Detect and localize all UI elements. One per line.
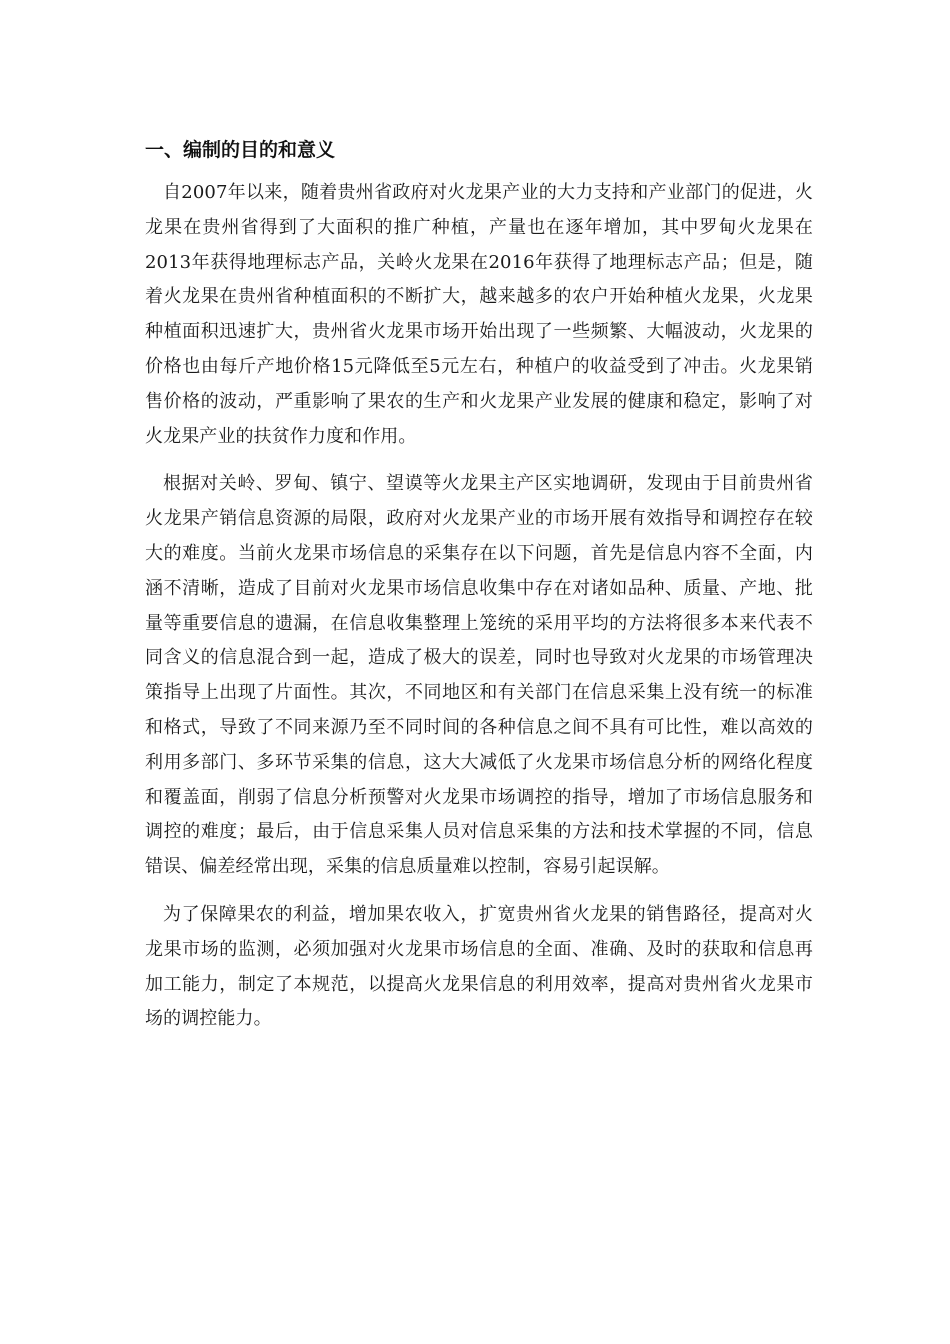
paragraph-problems: 根据对关岭、罗甸、镇宁、望谟等火龙果主产区实地调研，发现由于目前贵州省火龙果产销信息资源的局限，政府对火龙果产业的市场开展有效指导和调控存在较大的难度。当前火龙果市场信息的采集存在以下问题，首先是信息内容不全面，内涵不清晰，造成了目前对火龙果市场信息收集中存在对诸如品种、质量、产地、批量等重要信息的遗漏，在信息收集整理上笼统的采用平均的方法将很多本来代表不同含义的信息混合到一起，造成了极大的误差，同时也导致对火龙果的市场管理决策指导上出现了片面性。其次，不同地区和有关部门在信息采集上没有统一的标准和格式，导致了不同来源乃至不同时间的各种信息之间不具有可比性，难以高效的利用多部门、多环节采集的信息，这大大减低了火龙果市场信息分析的网络化程度和覆盖面，削弱了信息分析预警对火龙果市场调控的指导，增加了市场信息服务和调控的难度；最后，由于信息采集人员对信息采集的方法和技术掌握的不同，信息错误、偏差经常出现，采集的信息质量难以控制，容易引起误解。 [145, 473, 813, 878]
paragraph-background: 自2007年以来，随着贵州省政府对火龙果产业的大力支持和产业部门的促进，火龙果在贵州省得到了大面积的推广种植，产量也在逐年增加，其中罗甸火龙果在2013年获得地理标志产品，关岭火龙果在2016年获得了地理标志产品；但是，随着火龙果在贵州省种植面积的不断扩大，越来越多的农户开始种植火龙果，火龙果种植面积迅速扩大，贵州省火龙果市场开始出现了一些频繁、大幅波动，火龙果的价格也由每斤产地价格15元降低至5元左右，种植户的收益受到了冲击。火龙果销售价格的波动，严重影响了果农的生产和火龙果产业发展的健康和稳定，影响了对火龙果产业的扶贫作力度和作用。 [145, 182, 813, 447]
document-body [145, 134, 813, 1050]
section-heading: 一、编制的目的和意义 [145, 139, 336, 161]
paragraph-purpose: 为了保障果农的利益，增加果农收入，扩宽贵州省火龙果的销售路径，提高对火龙果市场的监测，必须加强对火龙果市场信息的全面、准确、及时的获取和信息再加工能力，制定了本规范，以提高火龙果信息的利用效率，提高对贵州省火龙果市场的调控能力。 [145, 903, 813, 1030]
